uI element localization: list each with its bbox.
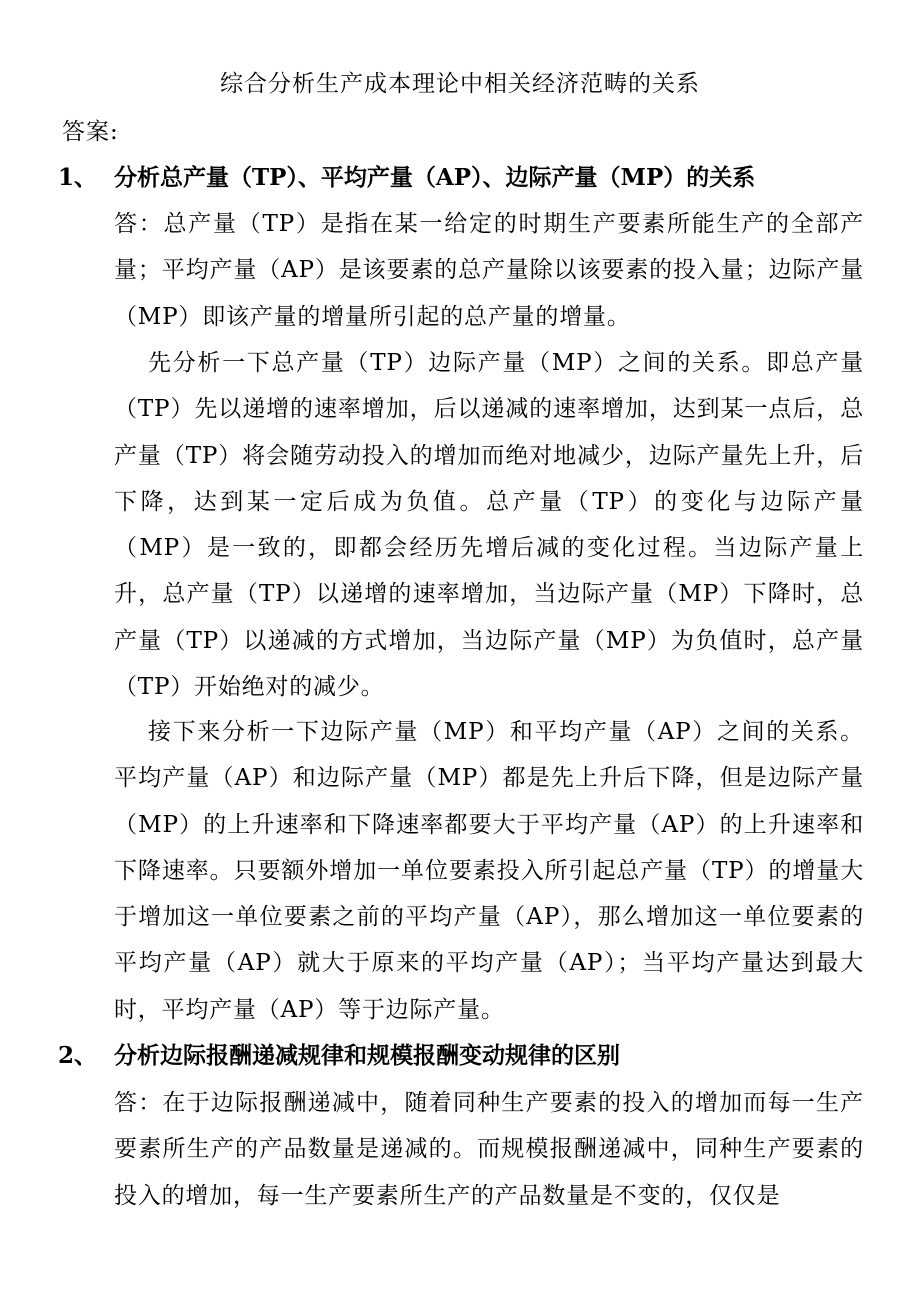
- section-1-number: 1、: [58, 164, 98, 191]
- document-title: 综合分析生产成本理论中相关经济范畴的关系: [220, 71, 700, 97]
- section-1-paragraph-2: 先分析一下总产量（TP）边际产量（MP）之间的关系。即总产量（TP）先以递增的速率增加，后以递减的速率增加，达到某一点后，总产量（TP）将会随劳动投入的增加而绝对地减少，边际产量先上升，后下降，达到某一定后成为负值。总产量（TP）的变化与边际产量（MP）是一致的，即都会经历先增后减的变化过程。当边际产量上升，总产量（TP）以递增的速率增加，当边际产量（MP）下降时，总产量（TP）以递减的方式增加，当边际产量（MP）为负值时，总产量（TP）开始绝对的减少。: [114, 350, 864, 701]
- section-1-paragraph-1: 答：总产量（TP）是指在某一给定的时期生产要素所能生产的全部产量；平均产量（AP）是该要素的总产量除以该要素的投入量；边际产量（MP）即该产量的增量所引起的总产量的增量。: [114, 211, 864, 330]
- section-2-paragraph-1: 答：在于边际报酬递减中，随着同种生产要素的投入的增加而每一生产要素所生产的产品数量是递减的。而规模报酬递减中，同种生产要素的投入的增加，每一生产要素所生产的产品数量是不变的，仅仅是: [114, 1090, 864, 1209]
- section-2-number: 2、: [58, 1042, 98, 1069]
- section-2-heading-text: 分析边际报酬递减规律和规模报酬变动规律的区别: [114, 1042, 620, 1069]
- section-1-paragraph-3: 接下来分析一下边际产量（MP）和平均产量（AP）之间的关系。平均产量（AP）和边际产量（MP）都是先上升后下降，但是边际产量（MP）的上升速率和下降速率都要大于平均产量（AP）的上升速率和下降速率。只要额外增加一单位要素投入所引起总产量（TP）的增量大于增加这一单位要素之前的平均产量（AP），那么增加这一单位要素的平均产量（AP）就大于原来的平均产量（AP）；当平均产量达到最大时，平均产量（AP）等于边际产量。: [114, 719, 864, 1023]
- section-2-heading: [58, 1038, 878, 1074]
- section-1-heading-text: 分析总产量（TP）、平均产量（AP）、边际产量（MP）的关系: [114, 164, 756, 191]
- answer-label: 答案:: [62, 119, 119, 145]
- section-1-heading: [58, 160, 878, 196]
